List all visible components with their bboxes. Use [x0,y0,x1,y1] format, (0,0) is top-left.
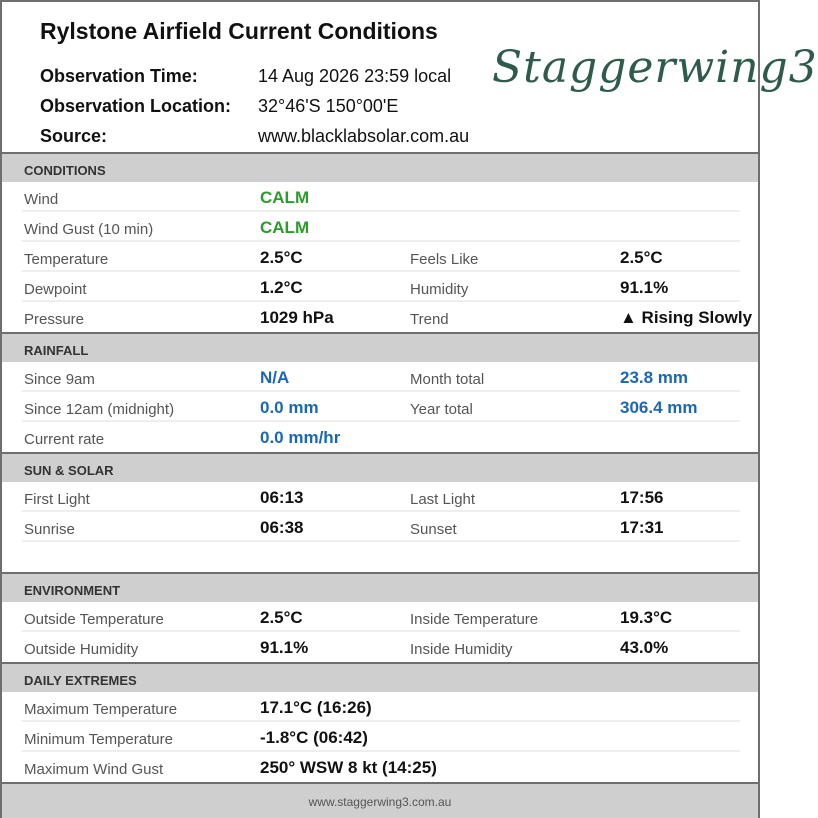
temperature-value: 2.5°C [260,248,303,267]
max-wind-gust-label: Maximum Wind Gust [24,761,164,778]
observation-location-value: 32°46'S 150°00'E [258,96,399,116]
sunset-label: Sunset [410,521,457,538]
wind-gust-value: CALM [260,218,310,237]
since-9am-row [2,362,758,392]
since-9am-value: N/A [260,368,290,387]
outside-temperature-row [2,602,758,632]
wind-gust-row [2,212,758,242]
environment-section-header [2,572,758,602]
pressure-value: 1029 hPa [260,308,334,327]
first-light-row [2,482,758,512]
sunrise-label: Sunrise [24,521,75,538]
year-total-value: 306.4 mm [620,398,698,417]
inside-temperature-label: Inside Temperature [410,611,539,628]
since-midnight-label: Since 12am (midnight) [24,401,175,418]
inside-temperature-value: 19.3°C [620,608,673,627]
max-temperature-label: Maximum Temperature [24,701,178,718]
current-rate-row [2,422,758,452]
rainfall-section-header [2,332,758,362]
min-temperature-row [2,722,758,752]
observation-location-label: Observation Location: [40,96,232,116]
wind-row [2,182,758,212]
header [2,2,818,152]
min-temperature-value: -1.8°C (06:42) [260,728,368,747]
since-midnight-row [2,392,758,422]
conditions-section-header [2,152,758,182]
since-midnight-value: 0.0 mm [260,398,319,417]
max-wind-gust-value: 250° WSW 8 kt (14:25) [260,758,437,777]
current-rate-value: 0.0 mm/hr [260,428,341,447]
outside-temperature-value: 2.5°C [260,608,303,627]
month-total-label: Month total [410,371,485,388]
max-temperature-row [2,692,758,722]
since-9am-label: Since 9am [24,371,95,388]
humidity-label: Humidity [410,281,469,298]
observation-time-label: Observation Time: [40,66,198,86]
first-light-label: First Light [24,491,90,508]
last-light-value: 17:56 [620,488,664,507]
extremes-section-header [2,662,758,692]
month-total-value: 23.8 mm [620,368,689,387]
last-light-label: Last Light [410,491,476,508]
first-light-value: 06:13 [260,488,304,507]
current-rate-label: Current rate [24,431,105,448]
feels-like-value: 2.5°C [620,248,663,267]
outside-temperature-label: Outside Temperature [24,611,164,628]
pressure-label: Pressure [24,311,85,328]
temperature-label: Temperature [24,251,109,268]
dewpoint-value: 1.2°C [260,278,303,297]
footer-link[interactable]: www.staggerwing3.com.au [308,795,452,809]
conditions-heading: CONDITIONS [24,163,106,178]
source-value: www.blacklabsolar.com.au [258,126,470,146]
footer [2,782,758,818]
year-total-label: Year total [410,401,473,418]
sun-spacer-row [2,542,758,572]
observation-time-value: 14 Aug 2026 23:59 local [258,66,452,86]
environment-heading: ENVIRONMENT [24,583,121,598]
temperature-row [2,242,758,272]
rainfall-heading: RAINFALL [24,343,89,358]
dewpoint-row [2,272,758,302]
outside-humidity-label: Outside Humidity [24,641,139,658]
sun-heading: SUN & SOLAR [24,463,114,478]
humidity-value: 91.1% [620,278,669,297]
pressure-row [2,302,758,332]
wind-value: CALM [260,188,310,207]
min-temperature-label: Minimum Temperature [24,731,173,748]
outside-humidity-value: 91.1% [260,638,309,657]
wind-gust-label: Wind Gust (10 min) [24,221,154,238]
page-title: Rylstone Airfield Current Conditions [40,18,438,44]
source-label: Source: [40,126,108,146]
wind-label: Wind [24,191,59,208]
max-temperature-value: 17.1°C (16:26) [260,698,372,717]
feels-like-label: Feels Like [410,251,479,268]
sunrise-row [2,512,758,542]
dewpoint-label: Dewpoint [24,281,87,298]
trend-label: Trend [410,311,449,328]
extremes-heading: DAILY EXTREMES [24,673,137,688]
trend-value: ▲ Rising Slowly [620,308,753,327]
outside-humidity-row [2,632,758,662]
inside-humidity-label: Inside Humidity [410,641,513,658]
inside-humidity-value: 43.0% [620,638,669,657]
max-wind-gust-row [2,752,758,782]
sun-section-header [2,452,758,482]
sunset-value: 17:31 [620,518,664,537]
sunrise-value: 06:38 [260,518,304,537]
staggerwing-logo: Staggerwing3 [492,42,818,93]
